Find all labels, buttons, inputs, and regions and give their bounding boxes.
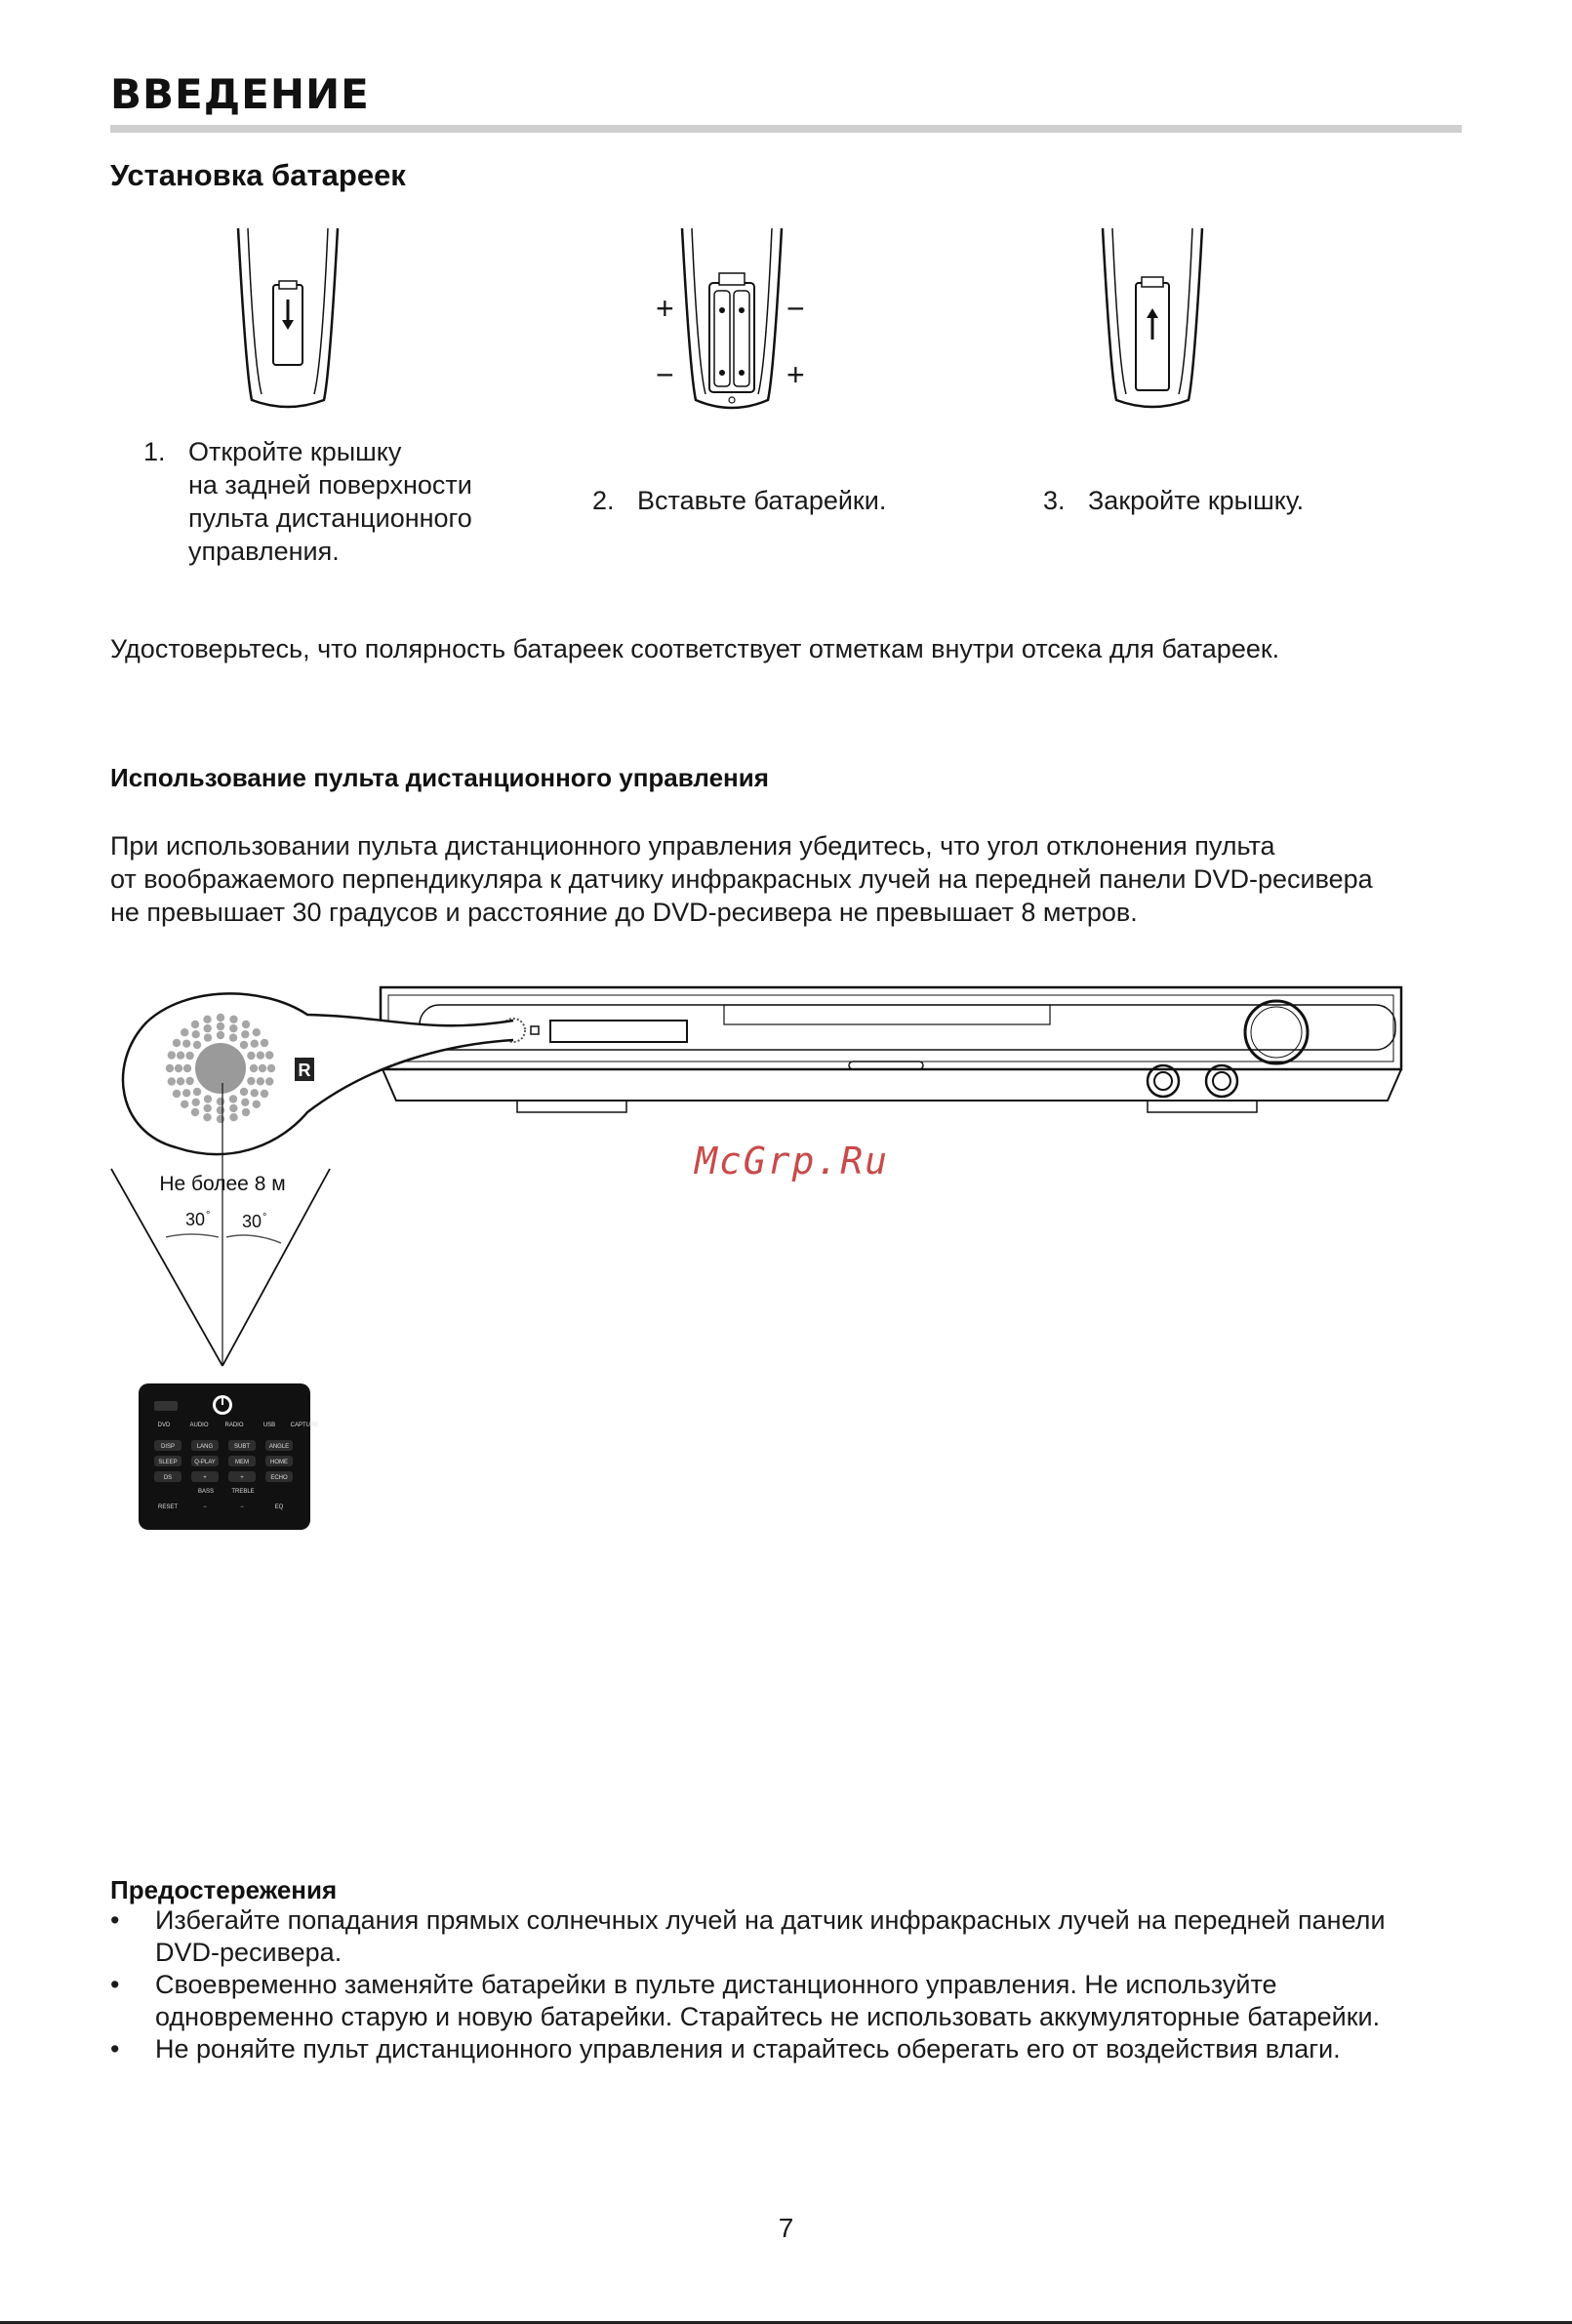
- sensor-dot: [251, 1040, 259, 1048]
- watermark: McGrp.Ru: [695, 1140, 890, 1182]
- remote-key-label: DISP: [160, 1444, 176, 1450]
- angle-left-arc: [166, 1234, 219, 1237]
- remote-key-label: LANG: [196, 1444, 214, 1450]
- paragraph-line: При использовании пульта дистанционного управления убедитесь, что угол отклонения пульта: [110, 831, 1275, 861]
- step-1-line: управления.: [188, 537, 340, 566]
- sensor-dot: [229, 1113, 237, 1121]
- paragraph-line: от воображаемого перпендикуляра к датчику инфракрасных лучей на передней панели DVD-ресивера: [110, 864, 1373, 894]
- angle-left-value: 30: [185, 1210, 206, 1229]
- remote-key-label: USB: [262, 1422, 276, 1428]
- remote-batteries-illustration: [678, 226, 786, 412]
- step-1-line: пульта дистанционного: [188, 503, 472, 533]
- section-title: ВВЕДЕНИЕ: [110, 70, 370, 118]
- remote-key-label: +: [203, 1475, 207, 1481]
- sensor-dot: [261, 1090, 268, 1098]
- angle-right-value: 30: [242, 1212, 262, 1231]
- sensor-dot: [242, 1108, 250, 1116]
- step-2-line: Вставьте батарейки.: [637, 486, 887, 515]
- sensor-dot: [257, 1052, 264, 1060]
- cautions-list: [110, 1904, 1476, 2065]
- polarity-minus-top-right: −: [786, 291, 805, 326]
- step-3-line: Закройте крышку.: [1088, 486, 1305, 515]
- remote-key-label: SUBT: [233, 1444, 251, 1450]
- remote-key-label: ECHO: [270, 1475, 288, 1481]
- remote-key-label: BASS: [197, 1489, 215, 1495]
- sensor-dot: [240, 1041, 248, 1049]
- sensor-dot: [242, 1021, 250, 1028]
- sensor-dot: [257, 1077, 264, 1085]
- sensor-dot: [251, 1089, 259, 1097]
- sensor-dot: [192, 1099, 200, 1106]
- step-1-line: на задней поверхности: [188, 470, 472, 500]
- sensor-dot: [247, 1052, 255, 1060]
- sensor-dot: [177, 1077, 184, 1085]
- sensor-dot: [241, 1099, 249, 1106]
- caution-line: Избегайте попадания прямых солнечных лучей на датчик инфракрасных лучей на передней панели: [155, 1905, 1386, 1935]
- step-1: [143, 435, 514, 572]
- sensor-dot: [181, 1028, 188, 1036]
- sensor-dot: [203, 1016, 211, 1023]
- step-3: [1043, 484, 1453, 523]
- sensor-dot: [253, 1101, 261, 1108]
- remote-key-label: −: [240, 1504, 244, 1510]
- sensor-dot: [175, 1064, 182, 1072]
- remote-key-label: +: [240, 1475, 244, 1481]
- sensor-dot: [229, 1095, 237, 1102]
- caution-line: Своевременно заменяйте батарейки в пульте дистанционного управления. Не используйте: [155, 1970, 1277, 1999]
- sensor-dot: [181, 1101, 188, 1108]
- title-divider: [110, 125, 1462, 133]
- remote-key-label: MEM: [235, 1460, 249, 1465]
- sensor-dot: [241, 1030, 249, 1038]
- sensor-dot: [193, 1088, 201, 1096]
- polarity-plus-top-left: +: [656, 291, 674, 326]
- ir-sensor-mark: R: [298, 1061, 311, 1080]
- remote-key-label: DS: [163, 1475, 173, 1481]
- polarity-note: Удостоверьтесь, что полярность батареек соответствует отметкам внутри отсека для батареек.: [110, 634, 1280, 663]
- sensor-dot: [173, 1090, 181, 1098]
- sensor-dot: [265, 1051, 273, 1059]
- step-1-line: Откройте крышку: [188, 437, 402, 466]
- paragraph-line: не превышает 30 градусов и расстояние до DVD-ресивера не превышает 8 метров.: [110, 898, 1138, 927]
- sensor-dot: [191, 1108, 199, 1116]
- sensor-dot: [185, 1052, 193, 1060]
- polarity-minus-bottom-left: −: [656, 357, 674, 392]
- sensor-dot: [185, 1077, 193, 1085]
- sensor-dot: [217, 1106, 224, 1114]
- step-2-number: 2.: [592, 486, 615, 515]
- sensor-dot: [267, 1064, 275, 1072]
- sensor-dot: [217, 1115, 224, 1123]
- sensor-dot: [173, 1039, 181, 1047]
- sensor-dot: [229, 1104, 237, 1112]
- caution-line: Не роняйте пульт дистанционного управления и старайтесь оберегать его от воздействия влаги.: [155, 2034, 1341, 2064]
- sensor-dot: [247, 1077, 255, 1085]
- step-2: [592, 484, 1002, 523]
- angle-right-degree: °: [262, 1212, 267, 1223]
- angle-left-degree: °: [206, 1210, 211, 1222]
- sensor-dot: [265, 1077, 273, 1085]
- battery-install-heading: Установка батареек: [110, 158, 406, 192]
- sensor-dot: [217, 1022, 224, 1030]
- sensor-dot: [204, 1024, 212, 1032]
- angle-right-arc: [226, 1235, 281, 1243]
- step-1-number: 1.: [143, 437, 166, 466]
- remote-usage-paragraph: [110, 829, 1373, 929]
- sensor-dot: [177, 1052, 184, 1060]
- sensor-dot: [204, 1033, 212, 1041]
- caution-line: одновременно старую и новую батарейки. Старайтесь не использовать аккумуляторные батарейки.: [155, 2002, 1381, 2031]
- sensor-dot: [229, 1024, 237, 1032]
- sensor-dot: [261, 1039, 268, 1047]
- remote-back-open-illustration: [234, 226, 342, 412]
- bullet-dot: •: [110, 1905, 120, 1935]
- sensor-dot: [217, 1014, 224, 1022]
- remote-key-label: AUDIO: [189, 1422, 209, 1428]
- sensor-dot: [229, 1033, 237, 1041]
- remote-key-label: EQ: [274, 1504, 284, 1510]
- bullet-dot: •: [110, 1970, 120, 1999]
- sensor-dot: [168, 1077, 176, 1085]
- sensor-dot: [204, 1104, 212, 1112]
- sensor-dot: [203, 1113, 211, 1121]
- caution-item: [110, 1904, 1476, 1969]
- caution-line: DVD-ресивера.: [155, 1938, 343, 1967]
- remote-range-diagram: [98, 976, 1405, 1542]
- remote-key-label: SLEEP: [158, 1460, 178, 1465]
- ir-sensor-window: [195, 1043, 246, 1094]
- polarity-plus-bottom-right: +: [786, 357, 805, 392]
- sensor-dot: [183, 1064, 191, 1072]
- sensor-dot: [253, 1028, 261, 1036]
- bullet-dot: •: [110, 2034, 120, 2064]
- remote-key-label: ANGLE: [268, 1444, 290, 1450]
- remote-key-label: Q-PLAY: [194, 1460, 216, 1465]
- sensor-dot: [182, 1040, 190, 1048]
- range-cone-right: [222, 1169, 330, 1366]
- sensor-dot: [217, 1031, 224, 1039]
- sensor-dot: [259, 1064, 266, 1072]
- step-3-number: 3.: [1043, 486, 1066, 515]
- caution-item: [110, 2033, 1476, 2065]
- remote-key-label: RESET: [157, 1504, 179, 1510]
- sensor-dot: [166, 1064, 174, 1072]
- sensor-dot: [229, 1016, 237, 1023]
- remote-back-closed-illustration: [1099, 226, 1206, 412]
- remote-key-label: HOME: [270, 1460, 288, 1465]
- remote-key-label: TREBLE: [231, 1489, 255, 1495]
- sensor-dot: [240, 1088, 248, 1096]
- remote-usage-heading: Использование пульта дистанционного управления: [110, 763, 769, 792]
- sensor-magnifier-bubble: [123, 993, 513, 1154]
- sensor-dot: [182, 1089, 190, 1097]
- remote-key-label: −: [203, 1504, 207, 1510]
- range-cone-left: [111, 1169, 222, 1366]
- remote-key-label: RADIO: [224, 1422, 244, 1428]
- sensor-dot: [193, 1041, 201, 1049]
- sensor-dot: [192, 1030, 200, 1038]
- sensor-dot: [217, 1098, 224, 1105]
- sensor-dot: [168, 1051, 176, 1059]
- cautions-heading: Предостережения: [110, 1875, 338, 1904]
- remote-key-label: CAPTURE: [290, 1422, 319, 1428]
- sensor-dot: [250, 1064, 258, 1072]
- page-number: 7: [778, 2213, 794, 2243]
- sensor-dot: [191, 1021, 199, 1028]
- remote-key-label: DVD: [157, 1422, 171, 1428]
- distance-label: Не более 8 м: [159, 1173, 286, 1195]
- dvd-receiver-illustration: [381, 987, 1401, 1112]
- caution-item: [110, 1969, 1476, 2033]
- sensor-dot: [204, 1095, 212, 1102]
